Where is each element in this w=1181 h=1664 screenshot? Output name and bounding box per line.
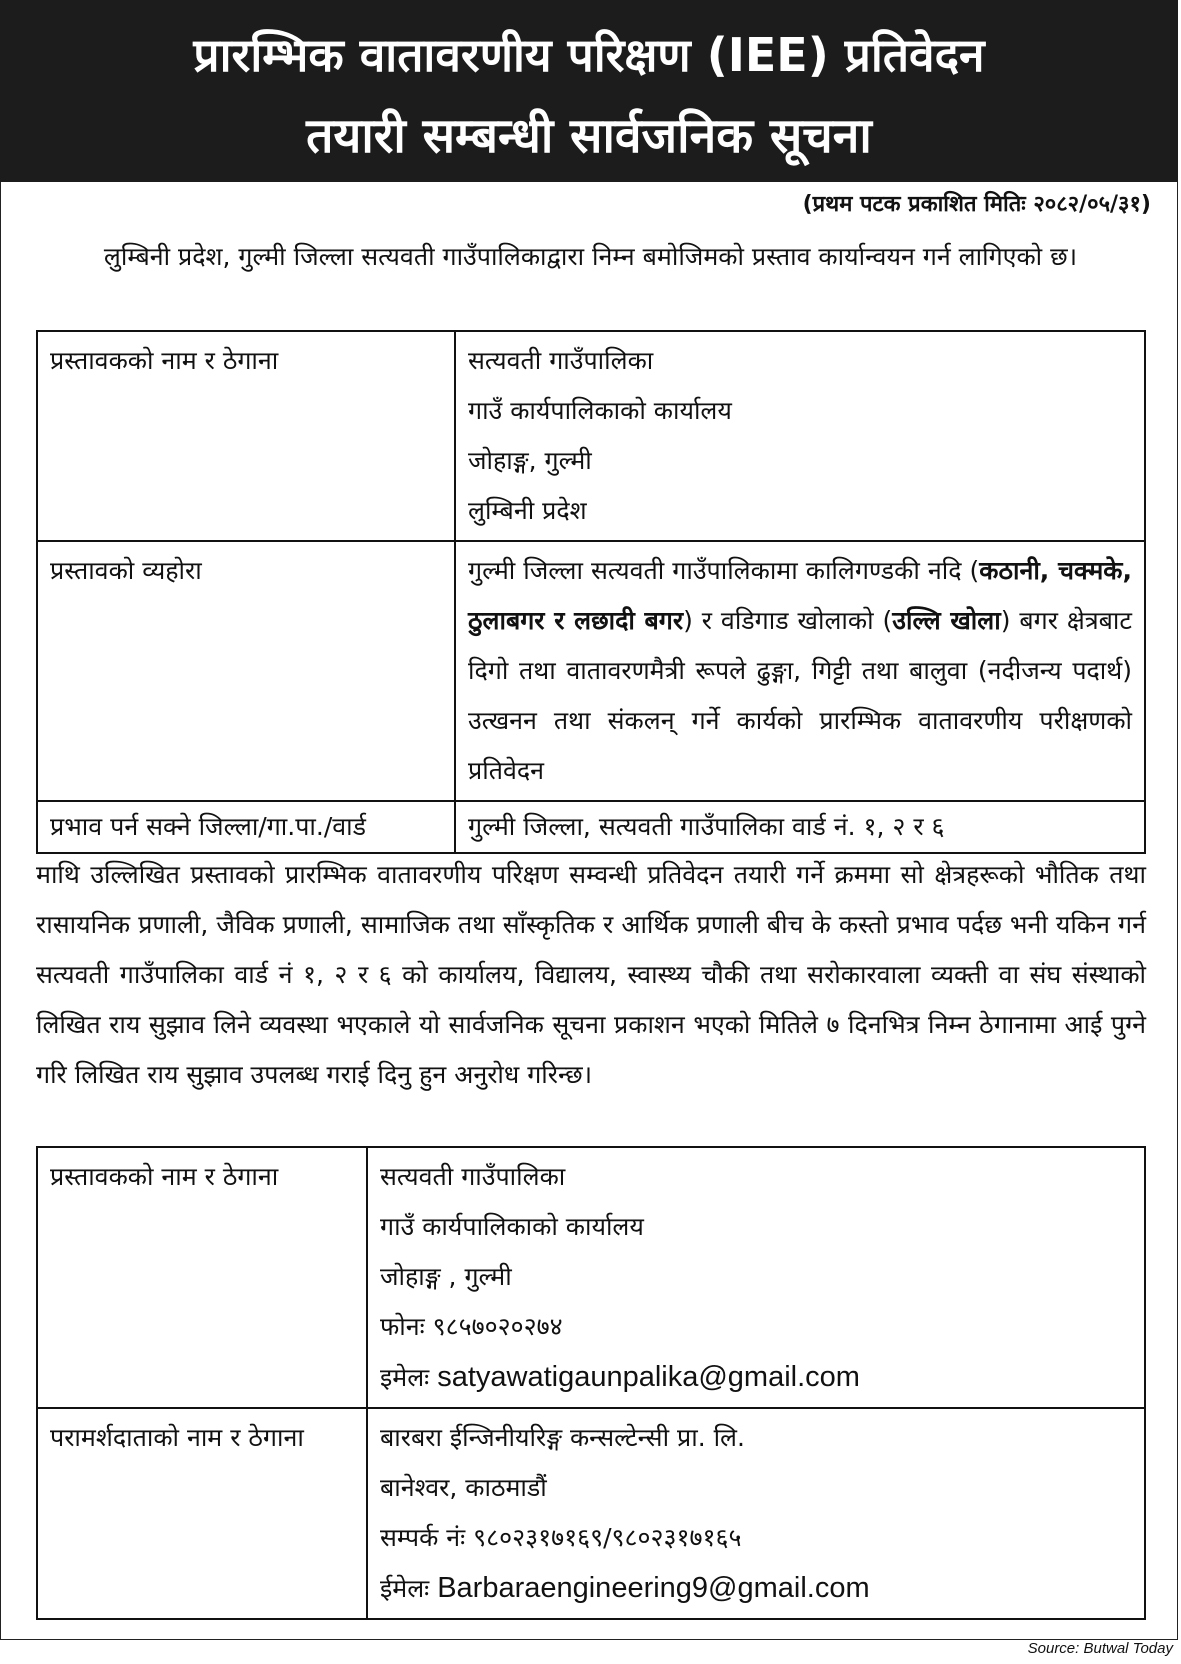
subject-part: ) र वडिगाड खोलाको ( bbox=[683, 606, 893, 635]
address-line: जोहाङ्ग , गुल्मी bbox=[380, 1262, 512, 1291]
table-row bbox=[37, 541, 1145, 801]
email-label: ईमेलः bbox=[380, 1574, 430, 1603]
proponent-contact bbox=[367, 1147, 1145, 1408]
subject-text bbox=[455, 541, 1145, 801]
address-line: लुम्बिनी प्रदेश bbox=[468, 496, 587, 525]
subject-part-bold: कठानी, चक्मके, ठुलाबगर र लछादी बगर bbox=[468, 556, 1132, 635]
notice-title-line2: तयारी सम्बन्धी सार्वजनिक सूचना bbox=[306, 108, 872, 164]
address-line: सत्यवती गाउँपालिका bbox=[468, 346, 654, 375]
table-row bbox=[37, 801, 1145, 853]
contact-table bbox=[36, 1146, 1146, 1620]
affected-area-value: गुल्मी जिल्ला, सत्यवती गाउँपालिका वार्ड नं. १, २ र ६ bbox=[455, 801, 1145, 853]
proponent-address bbox=[455, 331, 1145, 541]
publish-date: (प्रथम पटक प्रकाशित मितिः २०८२/०५/३१) bbox=[802, 192, 1151, 217]
body-paragraph: माथि उल्लिखित प्रस्तावको प्रारम्भिक वातावरणीय परिक्षण सम्वन्धी प्रतिवेदन तयारी गर्ने क्रममा सो क्षेत्रहरूको भौतिक तथा रासायनिक प्रणाली, जैविक प्रणाली, सामाजिक तथा साँस्कृतिक र आर्थिक प्रणाली बीच के कस्तो प्रभाव पर्दछ भनी यकिन गर्न सत्यवती गाउँपालिका वार्ड नं १, २ र ६ को कार्यालय, विद्यालय, स्वास्थ्य चौकी तथा सरोकारवाला व्यक्ती वा संघ संस्थाको लिखित राय सुझाव लिने व्यवस्था भएकाले यो सार्वजनिक सूचना प्रकाशन भएको मितिले ७ दिनभित्र निम्न ठेगानामा आई पुग्ने गरि लिखित राय सुझाव उपलब्ध गराई दिनु हुन अनुरोध गरिन्छ। bbox=[36, 860, 1146, 1089]
consultant-label: परामर्शदाताको नाम र ठेगाना bbox=[37, 1408, 367, 1619]
source-credit: Source: Butwal Today bbox=[1027, 1640, 1173, 1657]
address-line: बानेश्वर, काठमाडौं bbox=[380, 1473, 547, 1502]
consultant-name: बारबरा ईन्जिनीयरिङ्ग कन्सल्टेन्सी प्रा. लि. bbox=[380, 1423, 745, 1452]
subject-part: ) बगर क्षेत्रबाट दिगो तथा वातावरणमैत्री रूपले ढुङ्गा, गिट्टी तथा बालुवा (नदीजन्य पदार्थ) उत्खनन तथा संकलन् गर्ने कार्यको प्रारम्भिक वातावरणीय परीक्षणको प्रतिवेदन bbox=[468, 606, 1132, 785]
phone-line: फोनः ९८५७०२०२७४ bbox=[380, 1312, 563, 1341]
email-line bbox=[380, 1352, 1132, 1403]
phone-line: सम्पर्क नंः ९८०२३१७१६९/९८०२३१७१६५ bbox=[380, 1523, 742, 1552]
notice-header bbox=[0, 0, 1178, 182]
proponent-email[interactable]: satyawatigaunpalika@gmail.com bbox=[437, 1361, 860, 1393]
proposal-table bbox=[36, 330, 1146, 854]
consultant-email[interactable]: Barbaraengineering9@gmail.com bbox=[437, 1572, 870, 1604]
table-row bbox=[37, 1147, 1145, 1408]
email-label: इमेलः bbox=[380, 1363, 430, 1392]
address-line: गाउँ कार्यपालिकाको कार्यालय bbox=[380, 1212, 644, 1241]
table-row bbox=[37, 331, 1145, 541]
consultant-contact bbox=[367, 1408, 1145, 1619]
table-row bbox=[37, 1408, 1145, 1619]
proponent-label: प्रस्तावकको नाम र ठेगाना bbox=[37, 331, 455, 541]
subject-part-bold: उल्लि खोला bbox=[892, 606, 1001, 635]
proponent-label: प्रस्तावकको नाम र ठेगाना bbox=[37, 1147, 367, 1408]
intro-text: लुम्बिनी प्रदेश, गुल्मी जिल्ला सत्यवती गाउँपालिकाद्वारा निम्न बमोजिमको प्रस्ताव कार्यान्वयन गर्न लागिएको छ। bbox=[103, 242, 1078, 271]
subject-part: गुल्मी जिल्ला सत्यवती गाउँपालिकामा कालिगण्डकी नदि ( bbox=[468, 556, 980, 585]
affected-area-label: प्रभाव पर्न सक्ने जिल्ला/गा.पा./वार्ड bbox=[37, 801, 455, 853]
subject-label: प्रस्तावको व्यहोरा bbox=[37, 541, 455, 801]
notice-title-line1: प्रारम्भिक वातावरणीय परिक्षण (IEE) प्रतिवेदन bbox=[193, 28, 985, 82]
address-line: सत्यवती गाउँपालिका bbox=[380, 1162, 566, 1191]
email-line bbox=[380, 1563, 1132, 1614]
address-line: गाउँ कार्यपालिकाको कार्यालय bbox=[468, 396, 732, 425]
address-line: जोहाङ्ग, गुल्मी bbox=[468, 446, 592, 475]
